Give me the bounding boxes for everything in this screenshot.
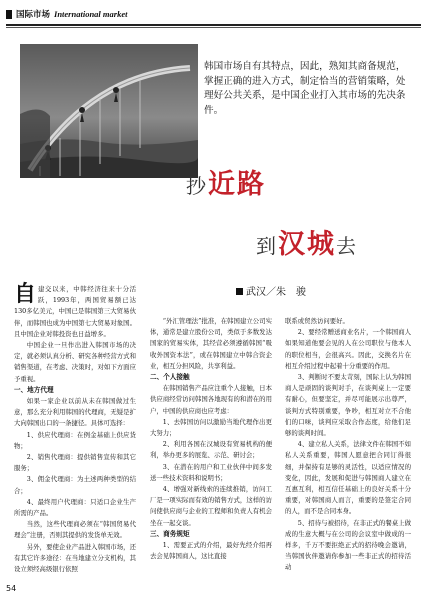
- column-3: [285, 316, 411, 574]
- paragraph: 3、判断时不要太苛刻，国际上认为韩国商人是顽固的谈判对手，在谈判桌上一定要有耐心，但要坚定，并尽可能展示出尊严，谈判方式特别重要，争吵，相互对立不合他们的口味，谈判应采取合作态度，给他们足够的谈判时间。: [285, 373, 411, 438]
- column-2: [150, 316, 272, 562]
- paragraph: 中国企业一旦作出进入韩国市场的决定，就必须认真分析、研究各种经营方式和销售渠道，在考虑、决策时，对如下方面应予重视。: [14, 341, 136, 383]
- paragraph: 5、招待与被招待，在非正式的餐桌上做成的生意大概与在公司的会议室中做成的一样多，千万不要拒绝正式的招待晚会邀请，当韩国伙伴邀请你参加一些非正式的招待活动: [285, 518, 411, 572]
- paragraph: 2、利用各国在汉城设有贸易机构的便利，举办更多的展览、示范、研讨会；: [150, 440, 272, 460]
- paragraph: 另外，要使企业产品进入韩国市场，还有其它许多途径：在当地建立分支机构，其设立须经高级银行依照: [14, 542, 136, 574]
- paragraph: 4、增强对新线索的连续推销，访问工厂是一项实际而有效的销售方式，这样的访问使供应商与企业的工程师和负责人有机会坐在一起交谈。: [150, 485, 272, 527]
- paragraph: 1、去韩国访问以激励当地代理作出更大努力；: [150, 417, 272, 438]
- paragraph: 4、建立私人关系，法律文件在韩国不如私人关系重要，韩国人愿意把合同订得很细，并保持有足够的灵活性，以适应情况的变化，因此，发展和促进与韩国商人建立在互惠互利，相互信任基础上的良好关系十分重要，对韩国商人而言，重要的是签定合同的人，而不是合同本身。: [285, 440, 411, 516]
- byline-marker: [236, 288, 243, 295]
- section-heading: 一、地方代理: [14, 385, 54, 394]
- paragraph: 3、佣金代理商：为土述两种类型的结合；: [14, 475, 136, 495]
- paragraph: 如果一家企业以前从未在韩国做过生意，那么充分利用韩国的代理商，无疑是扩大向韩国出口的一条捷径。具体可选择：: [14, 397, 136, 428]
- paragraph: 在韩国销售产品应注重个人接触，日本供应商经常访问韩国各地现有的和潜在的用户，中国的供应商也应考虑：: [150, 384, 272, 415]
- paragraph: 4、最终用户代理商：只适口企业生产所需的产品。: [14, 497, 136, 518]
- paragraph: 2、要经常赠送商业名片，一个韩国商人如果知道他要会见的人在公司职位与他本人的职位相当，会很高兴。因此，交换名片在相互介绍过程中起着十分重要的作用。: [285, 328, 411, 370]
- section-marker: [6, 10, 12, 19]
- article-title-line1: 抄近路: [186, 169, 266, 200]
- header-rule-thin: [6, 27, 421, 28]
- page-number: 54: [6, 584, 17, 593]
- paragraph: 当然，这些代理商必须在“韩国贸易代理会”注册，否则其提供的发货单无效。: [14, 520, 136, 540]
- column-1: [14, 281, 136, 575]
- paragraph: “外汇管理法”批准，在韩国建立公司实体，通常是建立股份公司，类似于多数发达国家的贸易实体，其经营必须遵循韩国“吸收外国资本法”，或在韩国建立中韩合资企业，相互分担风险，共享利益。: [150, 317, 272, 370]
- intro-summary: 韩国市场自有其特点，因此，熟知其商备规范，掌握正确的进入方式，制定恰当的营销策略，处理好公共关系，是中国企业打入其市场的先决条件。: [204, 61, 406, 116]
- paragraph: 1、需要正式的介绍，最好先经介绍再去会见韩国商人，这比直接: [150, 541, 272, 561]
- paragraph: 联系或贸然访问要好。: [285, 317, 349, 325]
- section-title: 国际市场 International market: [16, 9, 128, 20]
- paragraph: 自建交以来，中韩经济往来十分活跃，1993年，两国贸易额已达130多亿美元，中国已是韩国第三大贸易伙伴，而韩国也成为中国第七大贸易对象国。且中国企业对韩投资也日益增多。: [14, 281, 136, 338]
- paragraph: 2、销售代理商：提供销售宣传和其它服务；: [14, 453, 136, 473]
- bridge-illustration: [20, 44, 198, 178]
- drop-cap: 自: [14, 281, 37, 307]
- paragraph: 1、供应代理商：在例金基础上供应货物；: [14, 430, 136, 450]
- author-byline: 武汉／朱 骏: [236, 283, 306, 298]
- header-rule: [6, 24, 421, 26]
- section-heading: 二、个人接触: [150, 373, 190, 382]
- paragraph: 3、在潜在的用户和工业伙伴中间多发送一些技术资料和说明书；: [150, 462, 272, 482]
- section-header: [6, 8, 421, 22]
- article-title-line2: 到汉城去: [256, 229, 358, 260]
- section-heading: 三、商务规矩: [150, 529, 190, 538]
